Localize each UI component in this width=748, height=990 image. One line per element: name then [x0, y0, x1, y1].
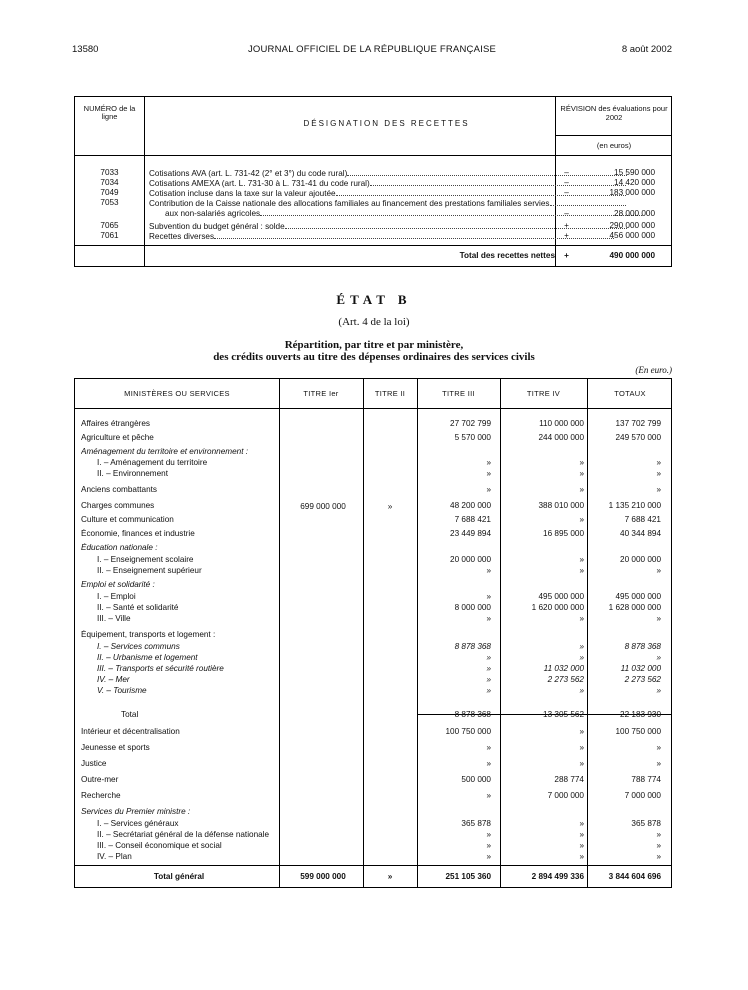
unit-label: (en euros) — [596, 141, 632, 150]
column-header-titre-4: TITRE IV — [526, 389, 561, 398]
titre-4-cell: 11 032 000 — [543, 664, 584, 673]
totaux-cell: 22 183 930 — [620, 710, 661, 719]
grand-total-totaux: 3 844 604 696 — [608, 872, 661, 881]
unit-divider — [555, 135, 671, 136]
table-row — [75, 515, 673, 526]
titre-4-cell: » — [579, 485, 584, 494]
line-number: 7061 — [100, 231, 119, 240]
ministere-label — [97, 469, 277, 478]
unit-note: (En euro.) — [635, 365, 672, 375]
titre-3-cell: » — [486, 852, 491, 861]
totaux-cell: » — [656, 458, 661, 467]
titre-3-cell: » — [486, 566, 491, 575]
totaux-cell: » — [656, 566, 661, 575]
titre-3-cell: » — [486, 743, 491, 752]
row-label-text: IV. – Plan — [97, 852, 132, 861]
titre-3-cell: 8 000 000 — [454, 603, 491, 612]
revision-amount: 456 000 000 — [609, 231, 655, 240]
ministere-label — [81, 543, 277, 552]
column-header-titre-3: TITRE III — [442, 389, 475, 398]
article-reference: (Art. 4 de la loi) — [338, 316, 410, 328]
titre-4-cell: 110 000 000 — [539, 419, 584, 428]
row-label-text: Intérieur et décentralisation — [81, 727, 180, 736]
column-header-titre-2: TITRE II — [374, 389, 406, 398]
header-divider — [75, 155, 671, 156]
recette-designation — [149, 188, 627, 198]
ministere-label — [81, 759, 277, 768]
totaux-cell: 11 032 000 — [620, 664, 661, 673]
table-row — [75, 675, 673, 686]
row-label-text: Jeunesse et sports — [81, 743, 150, 752]
table-row — [75, 841, 673, 852]
totaux-cell: 8 878 368 — [624, 642, 661, 651]
titre-4-cell: 288 774 — [554, 775, 584, 784]
titre-4-cell: 7 000 000 — [547, 791, 584, 800]
row-label-text: I. – Services communs — [97, 642, 180, 651]
dot-leader — [81, 765, 277, 766]
titre-3-cell: » — [486, 675, 491, 684]
row-label-text: Aménagement du territoire et environnement : — [81, 447, 249, 456]
titre-4-cell: » — [579, 555, 584, 564]
totaux-cell: » — [656, 759, 661, 768]
row-label-text: Outre-mer — [81, 775, 119, 784]
designation-text: Cotisations AVA (art. L. 731-42 (2° et 3°) du code rural) — [149, 169, 348, 178]
recette-designation — [149, 231, 627, 241]
row-label-text: I. – Emploi — [97, 592, 136, 601]
designation-text: Subvention du budget général : solde — [149, 222, 285, 231]
recette-designation — [149, 178, 627, 188]
totaux-cell: 1 135 210 000 — [608, 501, 661, 510]
row-label-text: I. – Services généraux — [97, 819, 179, 828]
titre-4-cell: » — [579, 830, 584, 839]
totaux-cell: » — [656, 485, 661, 494]
table-row — [75, 592, 673, 603]
credits-table — [74, 378, 672, 888]
ministere-label — [97, 653, 277, 662]
ministere-label — [97, 566, 277, 575]
ministere-label — [81, 630, 277, 639]
ministere-label — [97, 819, 277, 828]
titre-4-cell: 244 000 000 — [538, 433, 584, 442]
titre-4-cell: 2 273 562 — [547, 675, 584, 684]
row-label-text: Anciens combattants — [81, 485, 158, 494]
column-header-titre-1: TITRE Ier — [303, 389, 339, 398]
recette-designation — [149, 198, 627, 208]
titre-4-cell: » — [579, 686, 584, 695]
totaux-cell: 365 878 — [631, 819, 661, 828]
row-label-text: II. – Santé et solidarité — [97, 603, 179, 612]
titre-3-cell: 8 878 368 — [454, 642, 491, 651]
totaux-cell: » — [656, 653, 661, 662]
titre-3-cell: 8 878 368 — [454, 710, 491, 719]
total-amount: 490 000 000 — [609, 251, 655, 260]
table-row — [75, 580, 673, 591]
total-sign: + — [564, 251, 569, 260]
line-number: 7034 — [100, 178, 119, 187]
ministere-label — [81, 727, 277, 736]
totaux-cell: » — [656, 852, 661, 861]
row-label-text: Affaires étrangères — [81, 419, 151, 428]
subtitle-line-1: Répartition, par titre et par ministère, — [284, 339, 464, 351]
titre-3-cell: » — [486, 686, 491, 695]
amount-sign: – — [564, 168, 569, 177]
table-row — [75, 419, 673, 430]
row-label-text: IV. – Mer — [97, 675, 130, 684]
dot-leader — [550, 198, 628, 206]
ministere-label — [81, 419, 277, 428]
grand-total-label: Total général — [153, 872, 205, 881]
row-label-text: Équipement, transports et logement : — [81, 630, 216, 639]
line-number: 7049 — [100, 188, 119, 197]
titre-4-cell: » — [579, 614, 584, 623]
totaux-cell: 249 570 000 — [615, 433, 661, 442]
titre-4-cell: 1 620 000 000 — [531, 603, 584, 612]
titre-4-cell: 495 000 000 — [538, 592, 584, 601]
titre-3-cell: 20 000 000 — [450, 555, 491, 564]
recette-designation — [149, 221, 627, 231]
table-row — [75, 433, 673, 444]
ministere-label — [121, 710, 317, 719]
titre-3-cell: 365 878 — [461, 819, 491, 828]
revision-amount: 183 000 000 — [609, 188, 655, 197]
titre-3-cell: 48 200 000 — [450, 501, 491, 510]
row-label-text: Services du Premier ministre : — [81, 807, 191, 816]
row-label-text: III. – Ville — [97, 614, 131, 623]
table-row — [75, 743, 673, 754]
titre-4-cell: » — [579, 469, 584, 478]
etat-title: ÉTAT B — [336, 292, 412, 307]
amount-sign: + — [564, 221, 569, 230]
ministere-label — [81, 515, 277, 524]
table-row — [75, 807, 673, 818]
line-number: 7053 — [100, 198, 119, 207]
titre-4-cell: » — [579, 566, 584, 575]
recettes-table — [74, 96, 672, 267]
table-row — [75, 791, 673, 802]
table-row — [75, 485, 673, 496]
ministere-label — [81, 485, 277, 494]
titre-3-cell: » — [486, 759, 491, 768]
titre-3-cell: » — [486, 458, 491, 467]
titre-3-cell: 23 449 894 — [450, 529, 491, 538]
totaux-cell: 20 000 000 — [620, 555, 661, 564]
amount-sign: – — [564, 209, 569, 218]
titre-4-cell: » — [579, 727, 584, 736]
total-label: Total des recettes nettes — [459, 251, 555, 260]
row-label-text: Économie, finances et industrie — [81, 529, 195, 538]
column-header-ministeres: MINISTÈRES OU SERVICES — [124, 389, 230, 398]
ministere-label — [97, 841, 277, 850]
row-label-text: II. – Secrétariat général de la défense nationale — [97, 830, 270, 839]
revision-amount: 15 590 000 — [614, 168, 655, 177]
totaux-cell: 1 628 000 000 — [608, 603, 661, 612]
totaux-cell: » — [656, 841, 661, 850]
titre-3-cell: » — [486, 664, 491, 673]
titre-2-value: » — [387, 502, 393, 511]
titre-3-cell: 27 702 799 — [450, 419, 491, 428]
totaux-cell: 495 000 000 — [615, 592, 661, 601]
table-row — [75, 642, 673, 653]
totaux-cell: 137 702 799 — [615, 419, 661, 428]
totaux-cell: 40 344 894 — [620, 529, 661, 538]
etat-subtitle — [0, 339, 748, 363]
totaux-cell: » — [656, 469, 661, 478]
ministere-label — [81, 807, 277, 816]
column-header-revision: RÉVISION des évaluations pour 2002 — [560, 104, 668, 122]
titre-3-cell: » — [486, 653, 491, 662]
dot-leader — [214, 231, 614, 239]
row-label-text: II. – Urbanisme et logement — [97, 653, 198, 662]
total-divider — [75, 245, 671, 246]
totaux-cell: » — [656, 686, 661, 695]
titre-3-cell: 500 000 — [461, 775, 491, 784]
ministere-label — [81, 791, 277, 800]
table-row — [75, 603, 673, 614]
table-row — [75, 447, 673, 458]
row-label-text: II. – Environnement — [97, 469, 168, 478]
grand-total-titre-1: 599 000 000 — [300, 872, 346, 881]
amount-sign: – — [564, 178, 569, 187]
titre-3-cell: » — [486, 469, 491, 478]
titre-4-cell: » — [579, 841, 584, 850]
table-row — [75, 710, 673, 721]
subtitle-line-2: des crédits ouverts au titre des dépenses ordinaires des services civils — [213, 351, 535, 363]
amount-sign: – — [564, 188, 569, 197]
row-label-text: Emploi et solidarité : — [81, 580, 155, 589]
line-number: 7033 — [100, 168, 119, 177]
ministere-label — [97, 686, 277, 695]
titre-4-cell: » — [579, 852, 584, 861]
row-label-text: II. – Enseignement supérieur — [97, 566, 202, 575]
table-row — [75, 469, 673, 480]
titre-3-cell: » — [486, 830, 491, 839]
grand-total-titre-3: 251 105 360 — [445, 872, 491, 881]
ministere-label — [81, 433, 277, 442]
ministere-label — [97, 830, 277, 839]
column-header-number: NUMÉRO de la ligne — [83, 104, 136, 121]
table-row — [75, 458, 673, 469]
ministere-label — [97, 592, 277, 601]
ministere-label — [97, 614, 277, 623]
designation-text: Recettes diverses — [149, 232, 215, 241]
titre-4-cell: 13 305 562 — [543, 710, 584, 719]
ministere-label — [97, 458, 277, 467]
titre-3-cell: » — [486, 614, 491, 623]
titre-4-cell: 388 010 000 — [538, 501, 584, 510]
titre-3-cell: 100 750 000 — [445, 727, 491, 736]
ministere-label — [81, 529, 277, 538]
designation-text: Contribution de la Caisse nationale des allocations familiales au financement des prestations familiales servies — [149, 199, 550, 208]
header-divider — [75, 408, 671, 409]
titre-3-cell: » — [486, 592, 491, 601]
titre-4-cell: » — [579, 458, 584, 467]
table-row — [75, 686, 673, 697]
totaux-cell: » — [656, 614, 661, 623]
row-label-text: Justice — [81, 759, 107, 768]
row-label-text: Charges communes — [81, 501, 155, 510]
titre-3-cell: » — [486, 841, 491, 850]
table-row — [75, 759, 673, 770]
table-row — [75, 819, 673, 830]
ministere-label — [81, 743, 277, 752]
row-label-text: I. – Enseignement scolaire — [97, 555, 194, 564]
titre-4-cell: » — [579, 819, 584, 828]
revision-amount: 28 000 000 — [614, 209, 655, 218]
table-row — [75, 543, 673, 554]
titre-4-cell: » — [579, 515, 584, 524]
totaux-cell: 2 273 562 — [624, 675, 661, 684]
row-label-text: III. – Transports et sécurité routière — [97, 664, 224, 673]
titre-3-cell: 7 688 421 — [454, 515, 491, 524]
table-row — [75, 727, 673, 738]
titre-1-value: 699 000 000 — [300, 502, 346, 511]
row-label-text: Éducation nationale : — [81, 543, 158, 552]
titre-4-cell: » — [579, 642, 584, 651]
total-divider — [75, 865, 671, 866]
totaux-cell: » — [656, 830, 661, 839]
table-row — [75, 852, 673, 863]
totaux-cell: » — [656, 743, 661, 752]
row-label-text: V. – Tourisme — [97, 686, 147, 695]
table-row — [75, 566, 673, 577]
ministere-label — [81, 580, 277, 589]
designation-text-2: aux non-salariés agricoles — [165, 209, 261, 218]
titre-4-cell: » — [579, 653, 584, 662]
row-label-text: Agriculture et pêche — [81, 433, 154, 442]
ministere-label — [97, 852, 277, 861]
amount-sign: + — [564, 231, 569, 240]
grand-total-titre-4: 2 894 499 336 — [531, 872, 584, 881]
ministere-label — [81, 501, 277, 510]
journal-title: JOURNAL OFFICIEL DE LA RÉPUBLIQUE FRANÇAISE — [247, 44, 497, 55]
recette-designation — [149, 168, 627, 178]
row-label-text: Total — [121, 710, 139, 719]
titre-4-cell: » — [579, 743, 584, 752]
grand-total-row — [75, 872, 673, 883]
totaux-cell: 7 688 421 — [624, 515, 661, 524]
totaux-cell: 788 774 — [631, 775, 661, 784]
grand-total-titre-2: » — [387, 872, 393, 881]
titre-3-cell: » — [486, 485, 491, 494]
ministere-label — [81, 447, 277, 456]
table-row — [75, 664, 673, 675]
titre-4-cell: 16 895 000 — [543, 529, 584, 538]
totaux-cell: 100 750 000 — [615, 727, 661, 736]
ministere-label — [97, 664, 277, 673]
page-number: 13580 — [72, 44, 99, 55]
table-row — [75, 501, 673, 512]
titre-3-cell: » — [486, 791, 491, 800]
page-header — [72, 44, 672, 58]
table-row — [75, 653, 673, 664]
row-label-text: III. – Conseil économique et social — [97, 841, 222, 850]
totaux-cell: 7 000 000 — [624, 791, 661, 800]
table-row — [75, 555, 673, 566]
ministere-label — [97, 555, 277, 564]
table-row — [75, 614, 673, 625]
column-header-designation: DÉSIGNATION DES RECETTES — [303, 119, 470, 128]
table-row — [75, 775, 673, 786]
ministere-label — [97, 675, 277, 684]
line-number: 7065 — [100, 221, 119, 230]
table-row — [75, 630, 673, 641]
column-header-totaux: TOTAUX — [614, 389, 646, 398]
issue-date: 8 août 2002 — [621, 44, 672, 55]
row-label-text: Culture et communication — [81, 515, 174, 524]
row-label-text: I. – Aménagement du territoire — [97, 458, 208, 467]
revision-amount: 290 000 000 — [609, 221, 655, 230]
table-row — [75, 830, 673, 841]
designation-text: Cotisation incluse dans la taxe sur la valeur ajoutée — [149, 189, 336, 198]
designation-text: Cotisations AMEXA (art. L. 731-30 à L. 731-41 du code rural) — [149, 179, 370, 188]
ministere-label — [97, 603, 277, 612]
ministere-label — [97, 642, 277, 651]
titre-3-cell: 5 570 000 — [454, 433, 491, 442]
row-label-text: Recherche — [81, 791, 121, 800]
table-row — [75, 529, 673, 540]
revision-amount: 14 420 000 — [614, 178, 655, 187]
titre-4-cell: » — [579, 759, 584, 768]
ministere-label — [81, 775, 277, 784]
